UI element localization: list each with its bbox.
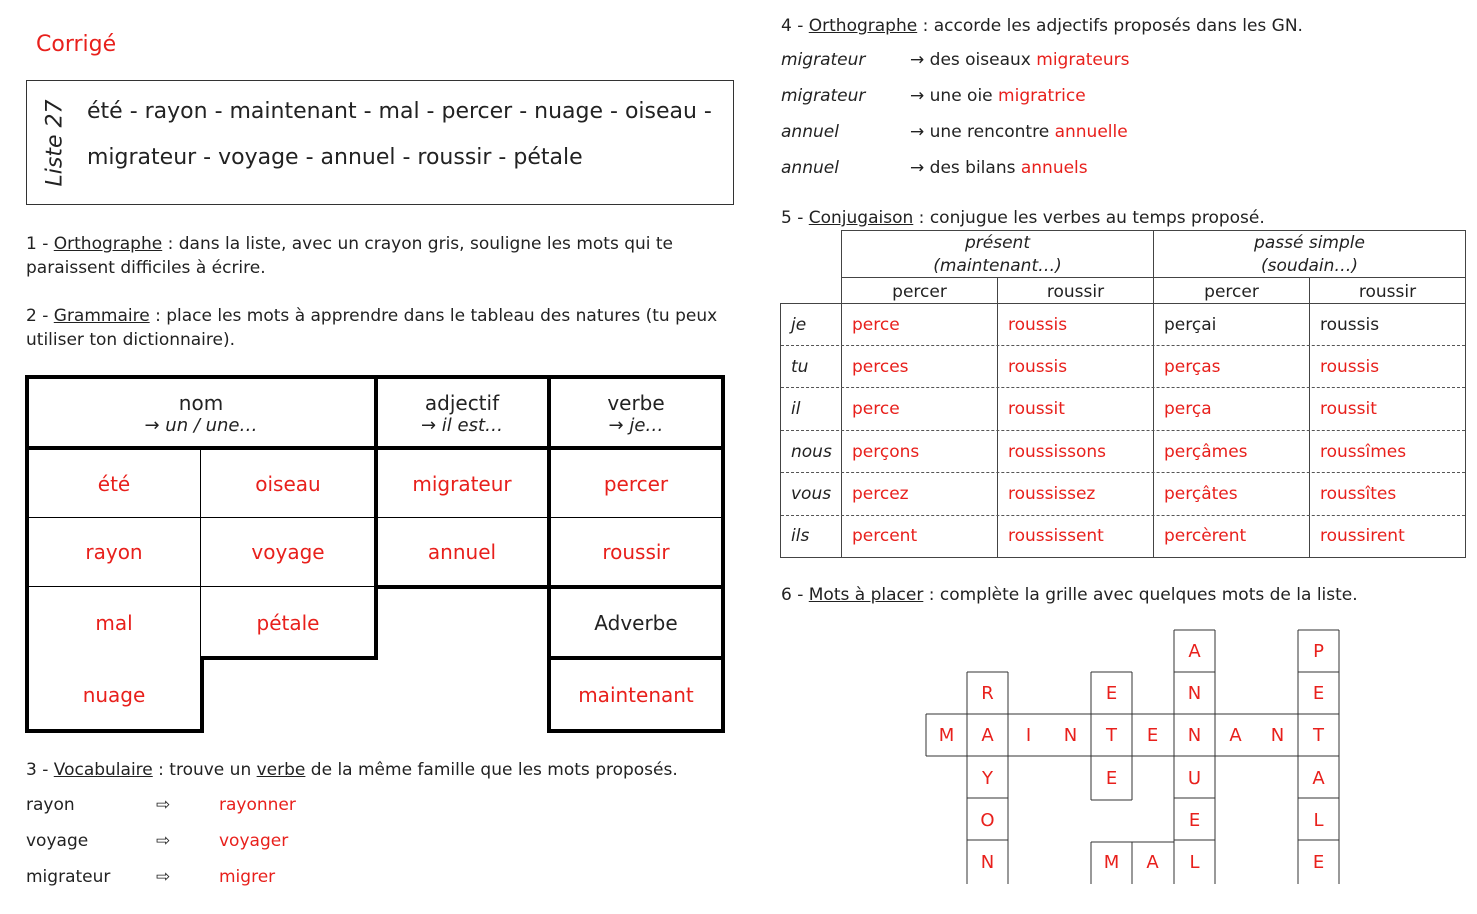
row-separator	[781, 515, 1465, 516]
ex3-text-end: de la même famille que les mots proposés.	[305, 760, 678, 780]
word-list-box	[26, 80, 734, 205]
pronoun: ils	[791, 526, 810, 546]
crossword-letter: P	[1313, 640, 1324, 662]
conj-cell: perces	[852, 357, 909, 377]
verb-header: roussir	[1046, 282, 1105, 302]
conj-cell: percent	[852, 526, 918, 546]
crossword-letter: T	[1313, 724, 1324, 746]
crossword-letter: M	[1103, 851, 1120, 873]
table-border	[374, 585, 550, 589]
conj-cell: roussit	[1320, 399, 1377, 419]
ex5-number: 5 -	[781, 208, 809, 228]
crossword-letter: E	[1312, 851, 1325, 873]
table-line	[841, 230, 842, 558]
crossword-letter: E	[1105, 767, 1118, 789]
ex3-number: 3 -	[26, 760, 54, 780]
conj-cell: roussis	[1008, 315, 1068, 335]
ex6-heading: Mots à placer	[808, 585, 924, 605]
ex1-instruction	[26, 232, 673, 280]
vocab-answer: rayonner	[219, 795, 296, 815]
vocab-answer: migrer	[219, 867, 276, 887]
ex3-keyword: verbe	[256, 760, 306, 780]
verb-header: percer	[892, 282, 947, 302]
crossword-letter: N	[1063, 724, 1078, 746]
pronoun: tu	[791, 357, 809, 377]
arrow-icon: ⇨	[156, 795, 171, 815]
crossword-letter: N	[980, 851, 995, 873]
header-nom	[28, 378, 374, 448]
crossword-letter: L	[1189, 851, 1200, 873]
ex4-text: : accorde les adjectifs proposés dans les GN.	[917, 16, 1303, 36]
nom-cell: mal	[95, 611, 133, 635]
ex1-text2: paraissent difficiles à écrire.	[26, 258, 266, 278]
accord-prefix: → une rencontre	[910, 122, 1055, 142]
adjectif-cell: annuel	[427, 540, 497, 564]
accord-line	[910, 122, 1128, 142]
accord-line	[910, 50, 1130, 70]
pronoun: il	[791, 399, 801, 419]
accord-answer: migrateurs	[1036, 50, 1130, 70]
crossword-letter: N	[1270, 724, 1285, 746]
ex5-heading: Conjugaison	[808, 208, 914, 228]
table-border	[200, 656, 378, 660]
header-adjectif-hint: → il est…	[420, 414, 504, 436]
header-adjectif	[376, 378, 548, 448]
tense-name: passé simple	[1254, 233, 1365, 253]
accord-answer: migratrice	[998, 86, 1086, 106]
table-border	[547, 656, 725, 660]
ex2-instruction	[26, 304, 717, 352]
accord-adjective: annuel	[781, 158, 839, 178]
nom-cell: nuage	[82, 683, 146, 707]
ex3-text: : trouve un	[152, 760, 257, 780]
arrow-icon: ⇨	[156, 831, 171, 851]
vocab-word: migrateur	[26, 867, 111, 887]
table-line	[780, 557, 1466, 558]
table-border	[200, 656, 204, 733]
row-separator	[781, 387, 1465, 388]
accord-prefix: → des oiseaux	[910, 50, 1037, 70]
adverbe-cell: maintenant	[578, 683, 694, 707]
conj-cell: roussîmes	[1320, 442, 1407, 462]
tense-header-passe-simple	[1154, 232, 1465, 278]
conj-cell: roussissons	[1008, 442, 1106, 462]
verbe-cell: percer	[603, 472, 669, 496]
crossword-letter: A	[1188, 640, 1201, 662]
table-border	[721, 375, 725, 733]
adjectif-cell: migrateur	[412, 472, 512, 496]
conj-cell: perçâtes	[1164, 484, 1238, 504]
conj-cell: percez	[852, 484, 909, 504]
page-title: Corrigé	[36, 32, 117, 57]
crossword-letter: N	[1187, 682, 1202, 704]
crossword-letter: E	[1105, 682, 1118, 704]
arrow-icon: ⇨	[156, 867, 171, 887]
ex5-text: : conjugue les verbes au temps proposé.	[913, 208, 1265, 228]
header-verbe-hint: → je…	[608, 414, 664, 436]
word-list-line1: été - rayon - maintenant - mal - percer - nuage - oiseau -	[87, 99, 712, 124]
tense-name: présent	[965, 233, 1030, 253]
crossword-letter: I	[1025, 724, 1032, 746]
conj-cell: roussirent	[1320, 526, 1405, 546]
nom-cell: été	[97, 472, 131, 496]
ex1-heading: Orthographe	[53, 234, 163, 254]
conj-cell: perças	[1164, 357, 1221, 377]
crossword-letter: L	[1313, 809, 1324, 831]
table-line	[1153, 230, 1154, 558]
table-border	[547, 729, 725, 733]
crossword-letter: E	[1146, 724, 1159, 746]
table-line	[27, 517, 723, 518]
list-label-text: Liste 27	[42, 99, 68, 187]
row-separator	[781, 430, 1465, 431]
ex2-text: : place les mots à apprendre dans le tableau des natures (tu peux	[149, 306, 718, 326]
accord-answer: annuelle	[1054, 122, 1128, 142]
accord-prefix: → des bilans	[910, 158, 1021, 178]
conj-cell: percèrent	[1164, 526, 1247, 546]
conj-cell: roussis	[1320, 357, 1380, 377]
accord-answer: annuels	[1020, 158, 1088, 178]
ex4-number: 4 -	[781, 16, 809, 36]
vocab-word: rayon	[26, 795, 75, 815]
pronoun: nous	[791, 442, 832, 462]
table-line	[780, 303, 1466, 304]
ex3-instruction	[26, 758, 678, 782]
crossword-letter: A	[981, 724, 994, 746]
table-border	[25, 729, 203, 733]
crossword-letter: E	[1188, 809, 1201, 831]
conj-cell: roussis	[1320, 315, 1380, 335]
header-verbe	[550, 378, 722, 448]
ex6-instruction	[781, 583, 1358, 607]
crossword-letter: M	[938, 724, 955, 746]
accord-adjective: migrateur	[781, 86, 866, 106]
conj-cell: roussit	[1008, 399, 1065, 419]
header-verbe-label: verbe	[607, 390, 665, 415]
header-nom-label: nom	[178, 390, 224, 415]
ex2-number: 2 -	[26, 306, 54, 326]
verb-header: percer	[1204, 282, 1259, 302]
ex4-heading: Orthographe	[808, 16, 918, 36]
crossword-letter: U	[1187, 767, 1202, 789]
word-list-line2: migrateur - voyage - annuel - roussir - pétale	[87, 145, 583, 170]
list-label	[41, 101, 69, 185]
vocab-word: voyage	[26, 831, 89, 851]
ex2-text2: utiliser ton dictionnaire).	[26, 330, 236, 350]
header-nom-hint: → un / une…	[144, 414, 258, 436]
conj-cell: perce	[852, 315, 900, 335]
ex6-number: 6 -	[781, 585, 809, 605]
row-separator	[781, 345, 1465, 346]
ex1-number: 1 -	[26, 234, 54, 254]
pronoun: vous	[791, 484, 832, 504]
crossword-letter: O	[980, 809, 995, 831]
tense-header-present	[842, 232, 1153, 278]
header-adverbe: Adverbe	[594, 611, 678, 635]
crossword-letter: E	[1312, 682, 1325, 704]
nom-cell: voyage	[251, 540, 325, 564]
conj-cell: perçons	[852, 442, 920, 462]
crossword-letter: A	[1229, 724, 1242, 746]
verbe-cell: roussir	[602, 540, 670, 564]
conj-cell: roussissez	[1008, 484, 1096, 504]
conj-cell: roussissent	[1008, 526, 1104, 546]
vocab-answer: voyager	[219, 831, 289, 851]
conj-cell: roussîtes	[1320, 484, 1397, 504]
header-adjectif-label: adjectif	[424, 390, 500, 415]
conj-cell: roussis	[1008, 357, 1068, 377]
conjugation-table	[780, 230, 1466, 558]
crossword-letter: Y	[982, 767, 993, 789]
ex4-instruction	[781, 14, 1303, 38]
nom-cell: pétale	[256, 611, 320, 635]
crossword-letter: T	[1106, 724, 1117, 746]
conj-cell: perçâmes	[1164, 442, 1248, 462]
pronoun: je	[791, 315, 807, 335]
table-line	[27, 586, 376, 587]
ex5-instruction	[781, 206, 1265, 230]
table-border	[547, 585, 725, 589]
ex6-text: : complète la grille avec quelques mots de la liste.	[923, 585, 1358, 605]
crossword-letter: A	[1146, 851, 1159, 873]
ex2-heading: Grammaire	[53, 306, 150, 326]
tense-hint: (soudain…)	[1260, 256, 1358, 276]
accord-adjective: migrateur	[781, 50, 866, 70]
nom-cell: rayon	[85, 540, 143, 564]
table-line	[200, 448, 201, 658]
accord-prefix: → une oie	[910, 86, 999, 106]
accord-line	[910, 158, 1088, 178]
conj-cell: perça	[1164, 399, 1212, 419]
conj-cell: perce	[852, 399, 900, 419]
crossword-letter: N	[1187, 724, 1202, 746]
accord-adjective: annuel	[781, 122, 839, 142]
table-line	[1465, 230, 1466, 558]
nom-cell: oiseau	[255, 472, 321, 496]
row-separator	[781, 472, 1465, 473]
ex1-text: : dans la liste, avec un crayon gris, souligne les mots qui te	[162, 234, 674, 254]
table-border	[547, 375, 551, 733]
ex3-heading: Vocabulaire	[53, 760, 153, 780]
crossword-letter: R	[981, 682, 994, 704]
conj-cell: perçai	[1164, 315, 1217, 335]
verb-header: roussir	[1358, 282, 1417, 302]
crossword-letter: A	[1312, 767, 1325, 789]
tense-hint: (maintenant…)	[933, 256, 1062, 276]
table-border	[25, 375, 29, 733]
accord-line	[910, 86, 1086, 106]
